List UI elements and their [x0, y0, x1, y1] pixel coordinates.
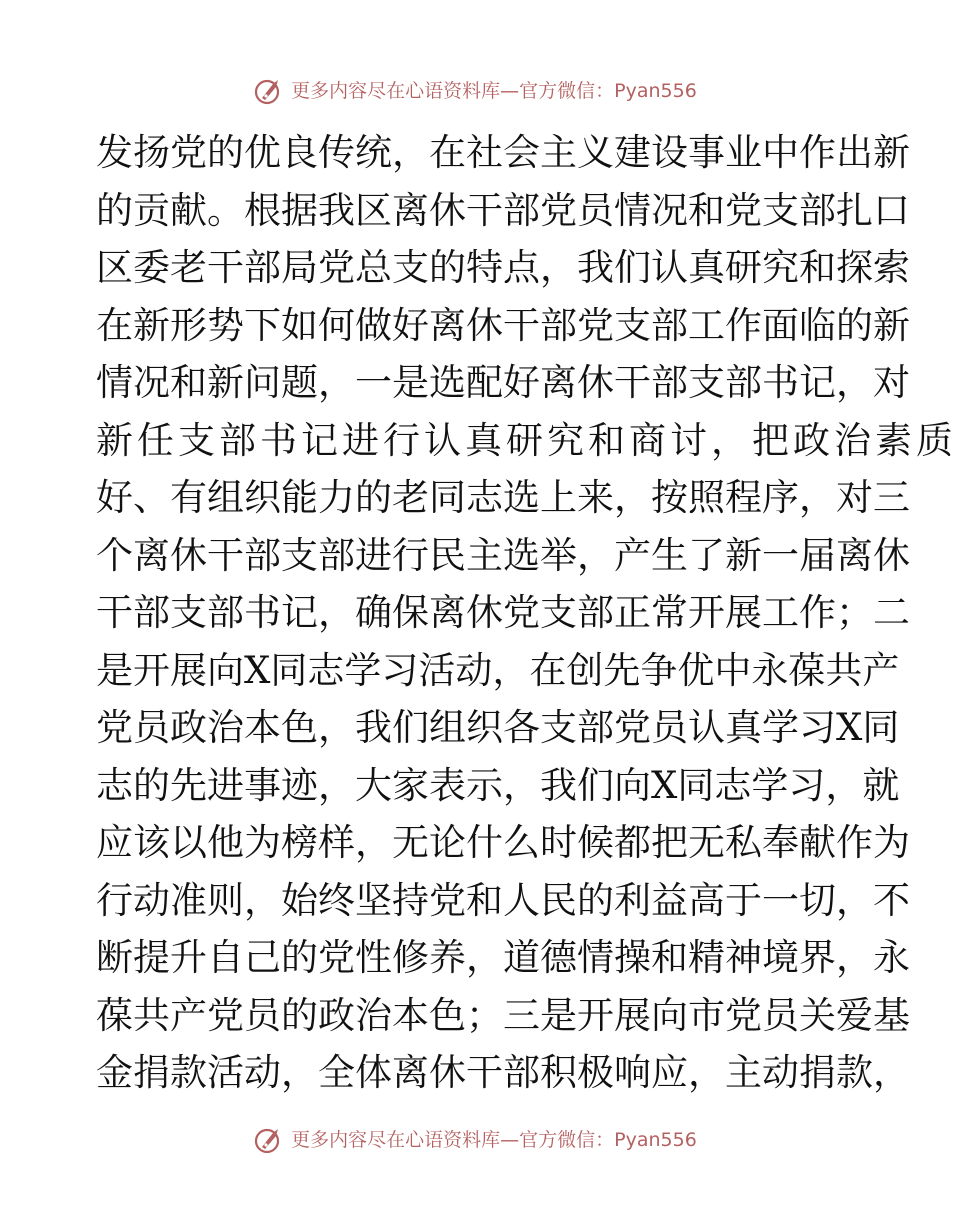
body-line-8: 个离休干部支部进行民主选举，产生了新一届离休	[96, 533, 910, 577]
pen-nib-circle-icon	[253, 76, 285, 106]
body-line-13: 应该以他为榜样，无论什么时候都把无私奉献作为	[96, 821, 910, 864]
body-line-9: 干部支部书记，确保离休党支部正常开展工作；二	[96, 591, 910, 634]
body-line-15: 断提升自己的党性修养，道德情操和精神境界，永	[96, 936, 910, 979]
watermark-text: 更多内容尽在心语资料库—官方微信：Pyan556	[291, 1129, 697, 1151]
body-line-7: 好、有组织能力的老同志选上来，按照程序，对三	[96, 476, 910, 519]
body-line-1: 发扬党的优良传统，在社会主义建设事业中作出新	[96, 131, 910, 174]
body-line-11: 党员政治本色，我们组织各支部党员认真学习X同	[96, 706, 900, 749]
footer-watermark	[0, 1125, 950, 1155]
body-line-6: 新任支部书记进行认真研究和商讨，把政治素质	[96, 418, 957, 462]
body-line-3: 区委老干部局党总支的特点，我们认真研究和探索	[96, 246, 910, 289]
body-line-10: 是开展向X同志学习活动，在创先争优中永葆共产	[96, 648, 900, 692]
body-line-14: 行动准则，始终坚持党和人民的利益高于一切，不	[96, 878, 910, 922]
body-line-17: 金捐款活动，全体离休干部积极响应，主动捐款，	[96, 1051, 910, 1094]
watermark-text: 更多内容尽在心语资料库—官方微信：Pyan556	[291, 80, 697, 102]
document-body	[96, 124, 957, 1102]
body-line-5: 情况和新问题，一是选配好离休干部支部书记，对	[96, 361, 910, 404]
body-line-2: 的贡献。根据我区离休干部党员情况和党支部扎口	[96, 188, 910, 232]
body-line-12: 志的先进事迹，大家表示，我们向X同志学习，就	[96, 763, 900, 807]
header-watermark	[0, 76, 950, 106]
body-line-16: 葆共产党员的政治本色；三是开展向市党员关爱基	[96, 993, 910, 1037]
body-line-4: 在新形势下如何做好离休干部党支部工作面临的新	[96, 303, 910, 347]
pen-nib-circle-icon	[253, 1125, 285, 1155]
